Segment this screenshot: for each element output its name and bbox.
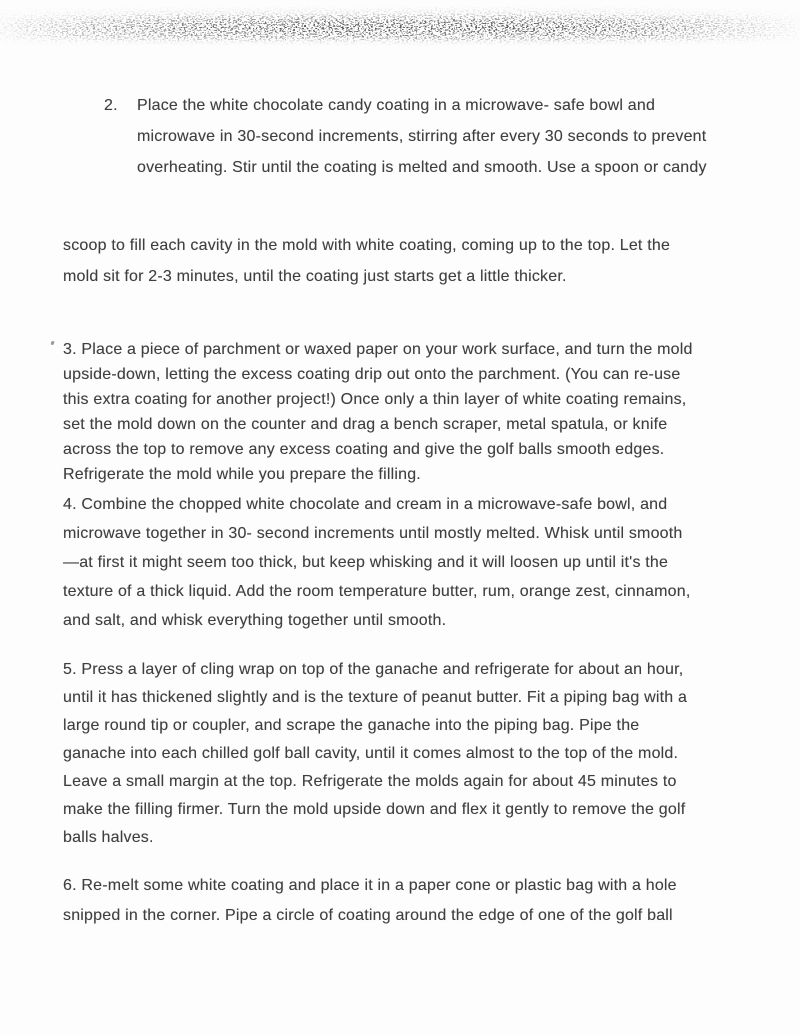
paragraph-step-6 [63, 871, 677, 931]
text-line: texture of a thick liquid. Add the room temperature butter, rum, orange zest, cinnamon, [63, 583, 691, 600]
paragraph-step-5 [63, 656, 687, 852]
text-line: across the top to remove any excess coating and give the golf balls smooth edges. [63, 441, 665, 458]
scan-noise-band [0, 6, 800, 46]
scan-speck [50, 341, 54, 346]
text-line: —at first it might seem too thick, but keep whisking and it will loosen up until it's the [63, 554, 669, 571]
text-line: microwave in 30-second increments, stirring after every 30 seconds to prevent [137, 128, 707, 145]
list-number: 2. [104, 97, 118, 114]
text-line: scoop to fill each cavity in the mold with white coating, coming up to the top. Let the [63, 237, 671, 254]
text-line: 5. Press a layer of cling wrap on top of the ganache and refrigerate for about an hour, [63, 661, 684, 678]
text-line: set the mold down on the counter and drag a bench scraper, metal spatula, or knife [63, 416, 668, 433]
text-line: Leave a small margin at the top. Refrigerate the molds again for about 45 minutes to [63, 773, 677, 790]
text-line: mold sit for 2-3 minutes, until the coating just starts get a little thicker. [63, 268, 567, 285]
text-line: make the filling firmer. Turn the mold upside down and flex it gently to remove the golf [63, 801, 686, 818]
text-line: 6. Re-melt some white coating and place it in a paper cone or plastic bag with a hole [63, 877, 677, 894]
text-line: ganache into each chilled golf ball cavity, until it comes almost to the top of the mold. [63, 745, 679, 762]
scan-noise-texture [0, 6, 800, 46]
text-line: 3. Place a piece of parchment or waxed paper on your work surface, and turn the mold [63, 341, 693, 358]
text-line: upside-down, letting the excess coating drip out onto the parchment. (You can re-use [63, 366, 681, 383]
text-line: and salt, and whisk everything together until smooth. [63, 612, 447, 629]
paragraph-step-4 [63, 490, 691, 635]
text-line: snipped in the corner. Pipe a circle of coating around the edge of one of the golf ball [63, 907, 673, 924]
text-line: Refrigerate the mold while you prepare the filling. [63, 466, 421, 483]
text-line: overheating. Stir until the coating is melted and smooth. Use a spoon or candy [137, 159, 707, 176]
paragraph-step-3 [63, 337, 693, 487]
paragraph-step-2-continued [63, 230, 670, 292]
text-line: until it has thickened slightly and is the texture of peanut butter. Fit a piping bag with a [63, 689, 688, 706]
text-line: large round tip or coupler, and scrape the ganache into the piping bag. Pipe the [63, 717, 640, 734]
paragraph-step-2 [104, 90, 707, 183]
text-line: this extra coating for another project!) Once only a thin layer of white coating remains, [63, 391, 687, 408]
text-line: microwave together in 30- second increments until mostly melted. Whisk until smooth [63, 525, 683, 542]
text-line: balls halves. [63, 829, 154, 846]
text-line: Place the white chocolate candy coating in a microwave- safe bowl and [137, 97, 656, 114]
text-line: 4. Combine the chopped white chocolate and cream in a microwave-safe bowl, and [63, 496, 668, 513]
